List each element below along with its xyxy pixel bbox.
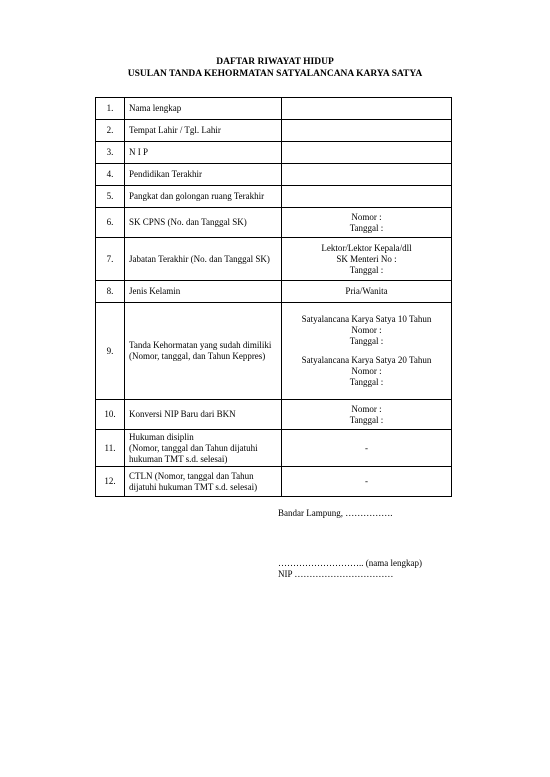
row-label-line: Tanda Kehormatan yang sudah dimiliki (129, 340, 272, 350)
row-label (125, 467, 282, 497)
signature-nip-line: NIP …………………………… (278, 569, 394, 579)
row-value (282, 303, 452, 400)
row-label-line: N I P (129, 147, 149, 157)
row-label (125, 238, 282, 281)
table-row (96, 164, 452, 186)
row-number: 9. (96, 303, 125, 400)
row-value-line: Nomor : (351, 403, 382, 414)
row-number: 2. (96, 120, 125, 142)
table-row (96, 186, 452, 208)
table-row (96, 303, 452, 400)
row-label (125, 98, 282, 120)
row-value-line: Tanggal : (349, 377, 384, 387)
row-number: 7. (96, 238, 125, 281)
row-value-line: Lektor/Lektor Kepala/dll (321, 242, 412, 253)
table-row (96, 430, 452, 467)
signature-name-line: ……………………….. (nama lengkap) (278, 558, 422, 568)
row-label (125, 164, 282, 186)
row-value (282, 281, 452, 303)
row-value-line: Nomor : (351, 366, 382, 376)
table-row (96, 238, 452, 281)
row-number: 8. (96, 281, 125, 303)
row-label-line: Jabatan Terakhir (No. dan Tanggal SK) (129, 253, 270, 264)
table-row (96, 467, 452, 497)
row-value (282, 208, 452, 238)
row-value (282, 400, 452, 430)
table-row (96, 98, 452, 120)
table-row (96, 400, 452, 430)
row-value (282, 164, 452, 186)
row-value (282, 186, 452, 208)
row-label-line: Konversi NIP Baru dari BKN (129, 409, 236, 419)
row-value-line: Tanggal : (349, 222, 384, 233)
row-value (282, 430, 452, 467)
row-label (125, 120, 282, 142)
row-value-line: Tanggal : (349, 414, 384, 425)
row-label-line: (Nomor, tanggal, dan Tahun Keppres) (129, 351, 266, 361)
row-value-line: Pria/Wanita (345, 286, 388, 296)
row-label-line: dijatuhi hukuman TMT s.d. selesai) (129, 481, 258, 492)
row-value-line: Tanggal : (349, 336, 384, 346)
row-label (125, 430, 282, 467)
row-label-line: hukuman TMT s.d. selesai) (129, 453, 228, 464)
row-label-line: Hukuman disiplin (129, 431, 194, 442)
row-label (125, 186, 282, 208)
row-label (125, 303, 282, 400)
biodata-table (95, 97, 452, 497)
row-value-line: Nomor : (351, 325, 382, 335)
row-label-line: CTLN (Nomor, tanggal dan Tahun (129, 470, 254, 481)
row-value (282, 238, 452, 281)
row-label-line: SK CPNS (No. dan Tanggal SK) (129, 217, 247, 227)
row-label (125, 400, 282, 430)
row-value-line: Tanggal : (349, 264, 384, 275)
row-label (125, 208, 282, 238)
row-value (282, 120, 452, 142)
row-number: 4. (96, 164, 125, 186)
row-value-line: Satyalancana Karya Satya 20 Tahun (301, 355, 432, 365)
row-label (125, 281, 282, 303)
row-number: 1. (96, 98, 125, 120)
row-label-line: Pangkat dan golongan ruang Terakhir (129, 191, 265, 201)
row-value-line: Satyalancana Karya Satya 10 Tahun (301, 314, 432, 324)
row-label (125, 142, 282, 164)
row-value-spacer (286, 347, 447, 355)
table-row (96, 142, 452, 164)
table-row (96, 208, 452, 238)
row-value-line: SK Menteri No : (336, 253, 397, 264)
row-value (282, 142, 452, 164)
row-number: 5. (96, 186, 125, 208)
row-number: 3. (96, 142, 125, 164)
row-label-line: Tempat Lahir / Tgl. Lahir (129, 125, 221, 135)
row-number: 11. (96, 430, 125, 467)
row-label-line: Jenis Kelamin (129, 286, 181, 296)
row-value-line: - (365, 442, 368, 453)
row-value (282, 467, 452, 497)
row-number: 12. (96, 467, 125, 497)
row-value-line: Nomor : (351, 211, 382, 222)
row-label-line: Pendidikan Terakhir (129, 169, 202, 179)
document-subtitle: USULAN TANDA KEHORMATAN SATYALANCANA KARYA SATYA (127, 69, 423, 79)
row-number: 10. (96, 400, 125, 430)
row-value-line: - (365, 476, 368, 486)
table-row (96, 120, 452, 142)
row-label-line: Nama lengkap (129, 103, 182, 113)
row-number: 6. (96, 208, 125, 238)
document-title: DAFTAR RIWAYAT HIDUP (216, 57, 334, 67)
table-row (96, 281, 452, 303)
signature-place-date: Bandar Lampung, ……………. (278, 508, 393, 518)
row-label-line: (Nomor, tanggal dan Tahun dijatuhi (129, 442, 258, 453)
row-value (282, 98, 452, 120)
